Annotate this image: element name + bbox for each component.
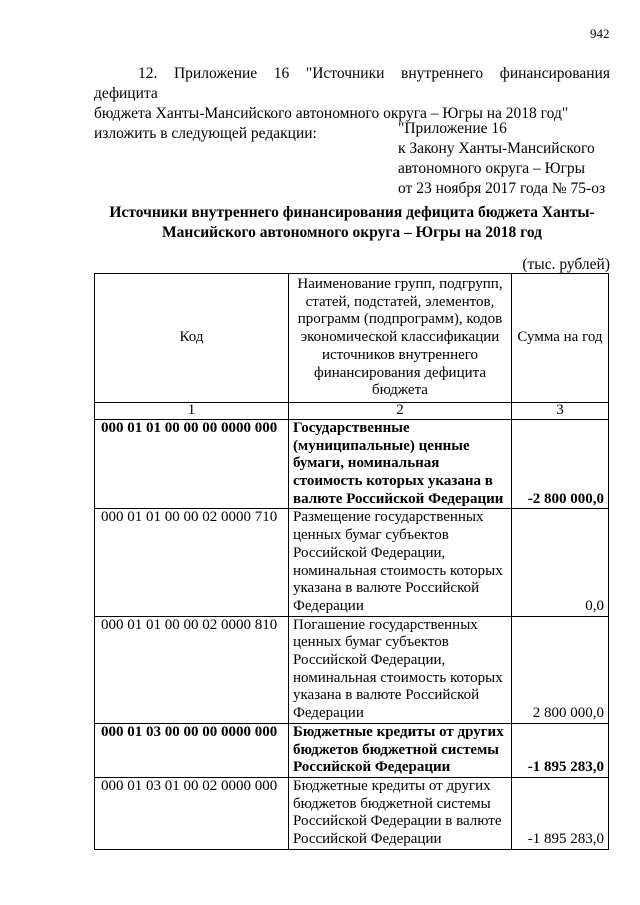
row-name: Погашение государственных ценных бумаг субъектов Российской Федерации, номинальная стоимость которых указана в валюте Российской Федерации: [289, 616, 512, 723]
appendix-line: "Приложение 16: [398, 120, 507, 137]
column-number: 2: [289, 402, 512, 419]
table-row: [95, 509, 609, 616]
row-sum: 2 800 000,0: [512, 616, 609, 723]
table-header-row: [95, 274, 609, 403]
appendix-line: автономного округа – Югры: [398, 160, 586, 177]
row-name: Размещение государственных ценных бумаг субъектов Российской Федерации, номинальная стоимость которых указана в валюте Российской Федерации: [289, 509, 512, 616]
header-name: Наименование групп, подгрупп, статей, подстатей, элементов, программ (подпрограмм), кодов экономической классификации источников внутреннего финансирования дефицита бюджета: [289, 274, 512, 403]
row-name: Бюджетные кредиты от других бюджетов бюджетной системы Российской Федерации в валюте Российской Федерации: [289, 777, 512, 849]
table-row: [95, 419, 609, 509]
intro-line: 12. Приложение 16 "Источники внутреннего финансирования дефицита: [94, 65, 610, 102]
row-name: Государственные (муниципальные) ценные бумаги, номинальная стоимость которых указана в валюте Российской Федерации: [289, 419, 512, 509]
intro-line: бюджета Ханты-Мансийского автономного округа – Югры на 2018 год": [94, 105, 569, 122]
header-sum: Сумма на год: [512, 274, 609, 403]
appendix-line: к Закону Ханты-Мансийского: [398, 140, 595, 157]
document-title: [94, 203, 610, 243]
appendix-line: от 23 ноября 2017 года № 75-оз: [398, 180, 606, 197]
table-row: [95, 777, 609, 849]
title-line: Мансийского автономного округа – Югры на 2018 год: [162, 224, 542, 241]
units-label: (тыс. рублей): [522, 256, 610, 273]
row-sum: -1 895 283,0: [512, 777, 609, 849]
page-number: 942: [590, 26, 610, 41]
table-row: [95, 723, 609, 777]
row-code: 000 01 01 00 00 02 0000 710: [95, 509, 289, 616]
row-code: 000 01 01 00 00 00 0000 000: [95, 419, 289, 509]
table-row: [95, 616, 609, 723]
row-code: 000 01 03 01 00 02 0000 000: [95, 777, 289, 849]
intro-line: изложить в следующей редакции:: [94, 125, 317, 142]
header-code: Код: [95, 274, 289, 403]
row-code: 000 01 01 00 00 02 0000 810: [95, 616, 289, 723]
row-name: Бюджетные кредиты от других бюджетов бюджетной системы Российской Федерации: [289, 723, 512, 777]
row-sum: 0,0: [512, 509, 609, 616]
column-number: 1: [95, 402, 289, 419]
row-sum: -1 895 283,0: [512, 723, 609, 777]
row-sum: -2 800 000,0: [512, 419, 609, 509]
column-number: 3: [512, 402, 609, 419]
row-code: 000 01 03 00 00 00 0000 000: [95, 723, 289, 777]
financing-sources-table: [94, 273, 609, 850]
column-number-row: [95, 402, 609, 419]
appendix-reference: [398, 119, 605, 199]
title-line: Источники внутреннего финансирования дефицита бюджета Ханты-: [109, 204, 595, 221]
